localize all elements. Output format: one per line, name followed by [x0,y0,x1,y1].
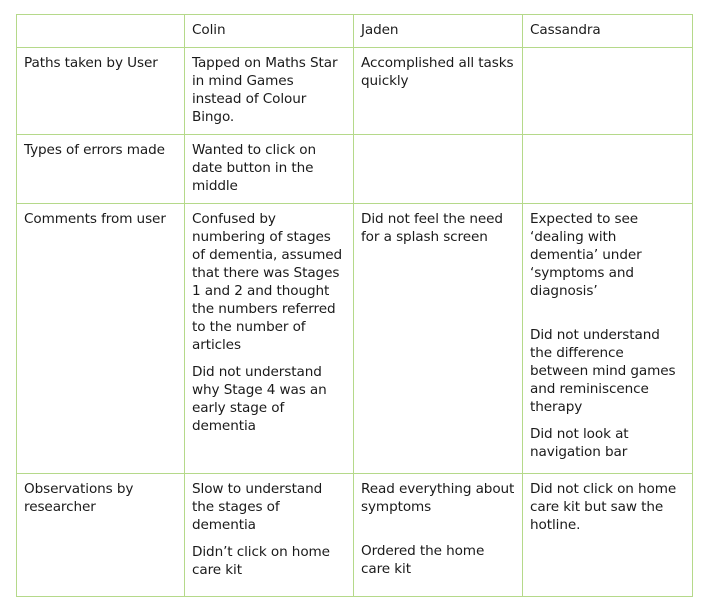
cell-text: Did not look at navigation bar [530,426,629,460]
cell-colin [185,48,354,135]
row-label: Comments from user [17,204,185,474]
cell-jaden [354,135,523,204]
cell-jaden [354,48,523,135]
cell-text: Read everything about symptoms [361,481,515,515]
cell-text: Did not understand the difference between mind games and reminiscence therapy [530,327,676,415]
cell-text: Did not feel the need for a splash screen [361,211,503,245]
spacer [361,516,515,542]
header-cell-cassandra: Cassandra [523,15,693,48]
cell-text: Didn’t click on home care kit [192,544,330,578]
cell-cassandra [523,135,693,204]
table-row [17,204,693,474]
cell-colin [185,474,354,597]
table-row [17,474,693,597]
cell-cassandra [523,204,693,474]
cell-cassandra [523,474,693,597]
cell-colin [185,204,354,474]
header-row [17,15,693,48]
cell-text: Accomplished all tasks quickly [361,55,514,89]
cell-text: Wanted to click on date button in the middle [192,142,316,194]
cell-text: Ordered the home care kit [361,543,485,577]
table-row [17,48,693,135]
header-cell-colin: Colin [185,15,354,48]
row-label: Types of errors made [17,135,185,204]
cell-cassandra [523,48,693,135]
cell-colin [185,135,354,204]
cell-text: Did not click on home care kit but saw the hotline. [530,481,677,533]
cell-text: Expected to see ‘dealing with dementia’ under ‘symptoms and diagnosis’ [530,211,642,299]
cell-text: Slow to understand the stages of dementia [192,481,323,533]
row-label: Observations by researcher [17,474,185,597]
header-cell-empty [17,15,185,48]
cell-text: Tapped on Maths Star in mind Games instead of Colour Bingo. [192,55,338,125]
spacer [530,300,685,326]
row-label: Paths taken by User [17,48,185,135]
cell-jaden [354,474,523,597]
cell-text: Did not understand why Stage 4 was an early stage of dementia [192,364,327,434]
cell-text: Confused by numbering of stages of dementia, assumed that there was Stages 1 and 2 and thought the numbers referred to the number of articles [192,211,343,353]
header-cell-jaden: Jaden [354,15,523,48]
table-row [17,135,693,204]
cell-jaden [354,204,523,474]
usability-findings-table [16,14,693,597]
